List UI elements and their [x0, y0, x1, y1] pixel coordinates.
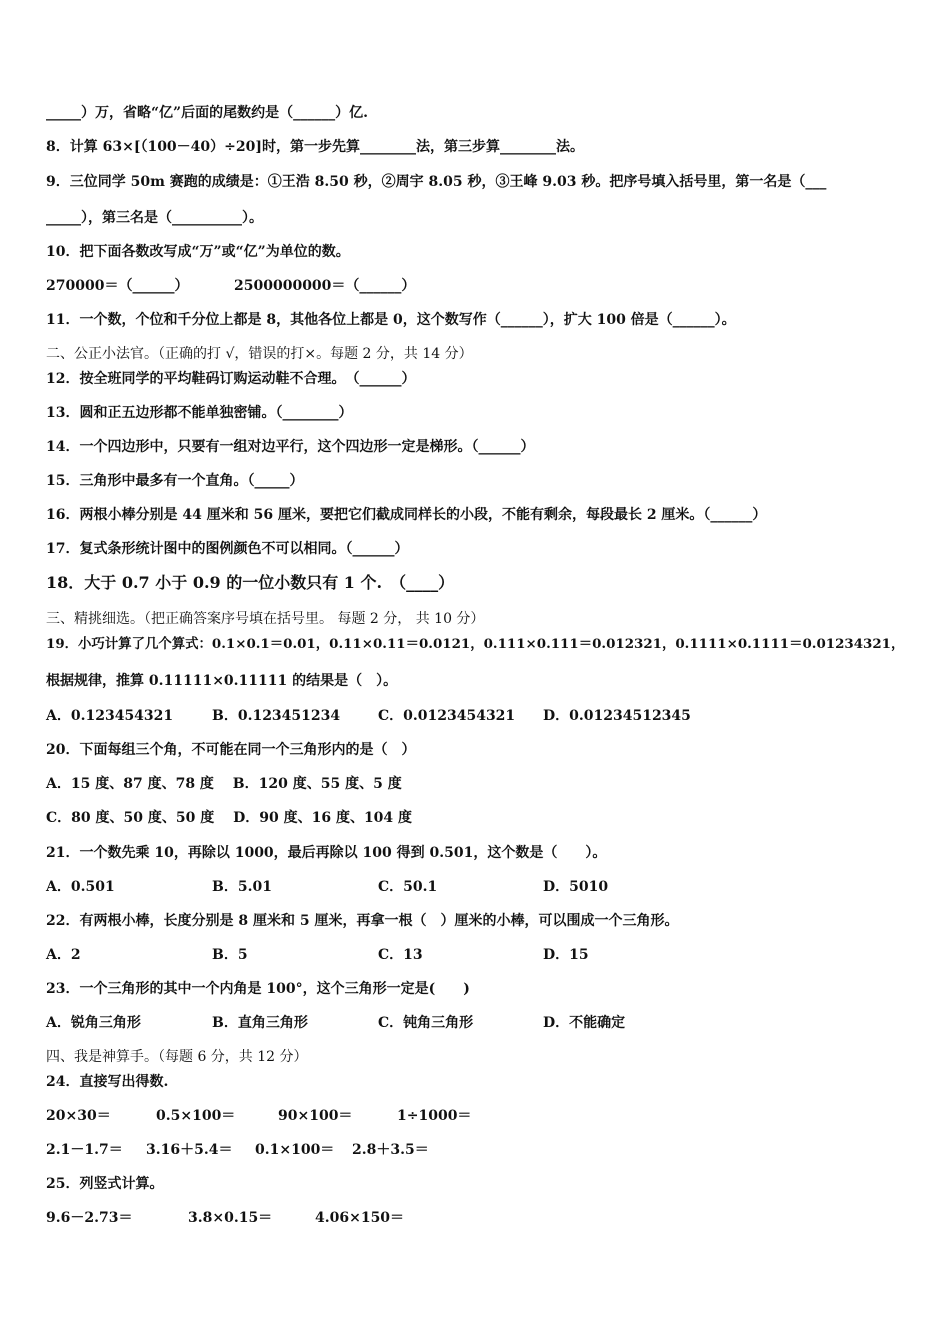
calc-item: 1÷1000＝ — [397, 1108, 472, 1124]
q21-option-c: C．50.1 — [378, 879, 438, 895]
question-25: 25．列竖式计算。 — [46, 1176, 164, 1192]
calc-item: 3.16＋5.4＝ — [146, 1142, 233, 1158]
question-16: 16．两根小棒分别是 44 厘米和 56 厘米，要把它们截成同样长的小段，不能有剩余，每段最长 2 厘米。（______） — [46, 507, 767, 523]
q22-option-a: A．2 — [46, 947, 81, 963]
vertical-calc-item: 3.8×0.15＝ — [188, 1210, 273, 1226]
q19-option-a: A．0.123454321 — [46, 708, 174, 724]
question-10: 10．把下面各数改写成“万”或“亿”为单位的数。 — [46, 244, 350, 260]
q20-options-cd: C．80 度、50 度、50 度 D．90 度、16 度、104 度 — [46, 810, 413, 826]
q20-options-ab: A．15 度、87 度、78 度 B．120 度、55 度、5 度 — [46, 776, 402, 792]
q22-option-d: D．15 — [543, 947, 589, 963]
question-12: 12．按全班同学的平均鞋码订购运动鞋不合理。 （______） — [46, 371, 416, 387]
vertical-calc-item: 4.06×150＝ — [315, 1210, 405, 1226]
question-14: 14．一个四边形中，只要有一组对边平行，这个四边形一定是梯形。（______） — [46, 439, 535, 455]
question-10-item-b: 2500000000＝（______） — [234, 278, 416, 294]
question-15: 15．三角形中最多有一个直角。（_____） — [46, 473, 304, 489]
q21-option-d: D．5010 — [543, 879, 609, 895]
question-23: 23．一个三角形的其中一个内角是 100°，这个三角形一定是( ) — [46, 981, 470, 997]
q19-option-c: C．0.0123454321 — [378, 708, 516, 724]
q19-option-d: D．0.01234512345 — [543, 708, 691, 724]
q23-option-b: B．直角三角形 — [212, 1015, 308, 1031]
q21-option-a: A．0.501 — [46, 879, 115, 895]
calc-item: 2.8＋3.5＝ — [352, 1142, 429, 1158]
calc-item: 0.5×100＝ — [156, 1108, 236, 1124]
question-10-item-a: 270000＝（______） — [46, 278, 189, 294]
q7-continuation: _____）万，省略“亿”后面的尾数约是（______）亿. — [46, 105, 368, 121]
q21-option-b: B．5.01 — [212, 879, 272, 895]
q23-option-a: A．锐角三角形 — [46, 1015, 141, 1031]
question-11: 11．一个数，个位和千分位上都是 8，其他各位上都是 0，这个数写作（______），扩大 100 倍是（______）。 — [46, 312, 736, 328]
calc-item: 0.1×100＝ — [255, 1142, 335, 1158]
vertical-calc-item: 9.6－2.73＝ — [46, 1210, 133, 1226]
q19-option-b: B．0.123451234 — [212, 708, 341, 724]
calc-item: 90×100＝ — [278, 1108, 353, 1124]
q22-option-c: C．13 — [378, 947, 423, 963]
question-19-continuation: 根据规律，推算 0.11111×0.11111 的结果是（ ）。 — [46, 673, 398, 689]
question-18: 18．大于 0.7 小于 0.9 的一位小数只有 1 个. （____） — [46, 573, 455, 592]
question-20: 20．下面每组三个角，不可能在同一个三角形内的是（ ） — [46, 742, 416, 758]
q22-option-b: B．5 — [212, 947, 248, 963]
question-9: 9．三位同学 50m 赛跑的成绩是：①王浩 8.50 秒，②周宇 8.05 秒，③王峰 9.03 秒。把序号填入括号里，第一名是（___ — [46, 174, 827, 190]
question-9-continuation: _____），第三名是（__________）。 — [46, 210, 263, 226]
section-3-heading: 三、精挑细选。（把正确答案序号填在括号里。 每题 2 分， 共 10 分） — [46, 611, 485, 627]
q23-option-d: D．不能确定 — [543, 1015, 626, 1031]
question-19: 19．小巧计算了几个算式：0.1×0.1＝0.01，0.11×0.11＝0.0121，0.111×0.111＝0.012321，0.1111×0.1111＝0.01234321， — [46, 636, 905, 652]
question-21: 21．一个数先乘 10，再除以 1000，最后再除以 100 得到 0.501，这个数是（ ）。 — [46, 845, 607, 861]
question-8: 8．计算 63×[（100－40）÷20]时，第一步先算________法，第三步算________法。 — [46, 139, 584, 155]
section-4-heading: 四、我是神算手。（每题 6 分，共 12 分） — [46, 1049, 308, 1065]
question-22: 22．有两根小棒，长度分别是 8 厘米和 5 厘米，再拿一根（ ）厘米的小棒，可以围成一个三角形。 — [46, 913, 679, 929]
calc-item: 2.1－1.7＝ — [46, 1142, 123, 1158]
question-24: 24．直接写出得数. — [46, 1074, 169, 1090]
calc-item: 20×30＝ — [46, 1108, 111, 1124]
section-2-heading: 二、公正小法官。（正确的打 √，错误的打×。每题 2 分，共 14 分） — [46, 346, 473, 362]
question-17: 17．复式条形统计图中的图例颜色不可以相同。（______） — [46, 541, 409, 557]
question-13: 13．圆和正五边形都不能单独密铺。（________） — [46, 405, 353, 421]
q23-option-c: C．钝角三角形 — [378, 1015, 474, 1031]
